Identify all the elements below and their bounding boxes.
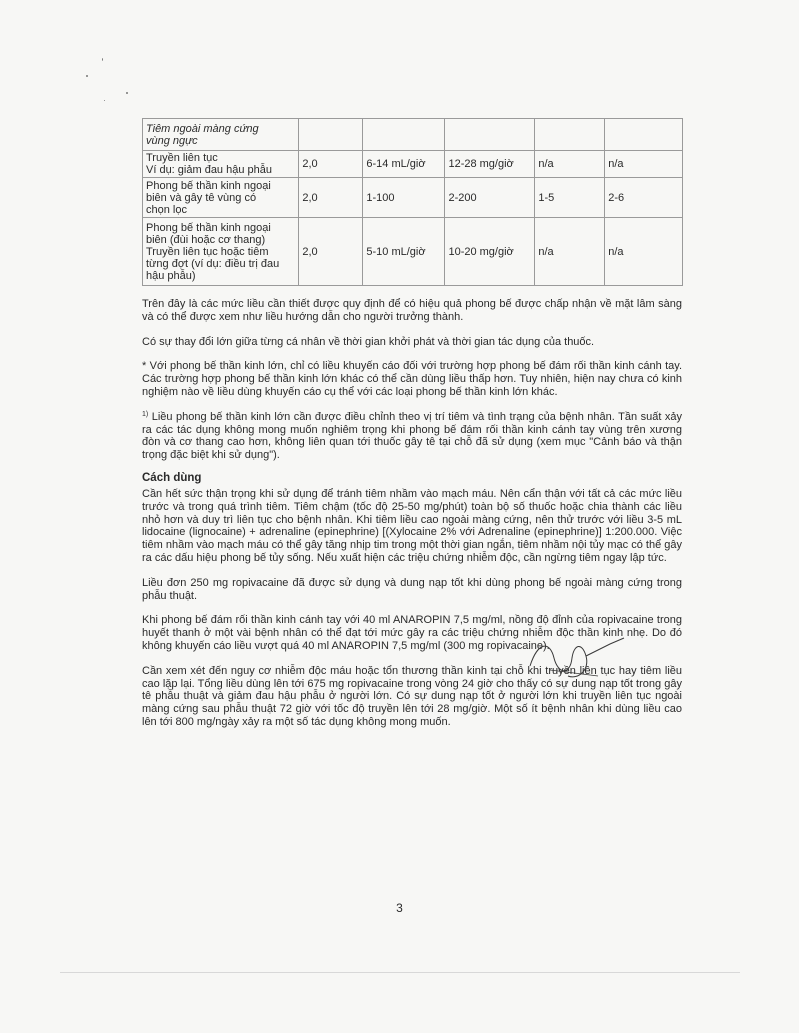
paragraph-variation: Có sự thay đổi lớn giữa từng cá nhân về thời gian khởi phát và thời gian tác dụng của thuốc. xyxy=(142,335,595,348)
footer-rule xyxy=(60,972,740,973)
table-cell-value: n/a xyxy=(535,218,605,286)
table-cell-value: 6-14 mL/giờ xyxy=(363,151,445,178)
table-row xyxy=(143,119,683,151)
indication-line: Truyền liên tục xyxy=(146,152,218,164)
indication-line: biên (đùi hoặc cơ thang) xyxy=(146,233,266,246)
paragraph-footnote xyxy=(142,411,682,462)
table-cell-value: 5-10 mL/giờ xyxy=(363,218,445,286)
table-cell-value xyxy=(363,119,445,151)
indication-line: Truyền liên tục hoặc tiêm xyxy=(146,245,269,258)
table-cell-value: 1-5 xyxy=(535,178,605,218)
table-cell-value: 2-6 xyxy=(605,178,683,218)
indication-line: Ví dụ: giảm đau hậu phẫu xyxy=(146,164,272,176)
indication-line: chọn lọc xyxy=(146,203,187,216)
indication-line: hậu phẫu) xyxy=(146,269,196,282)
page-number: 3 xyxy=(396,901,403,915)
table-cell-indication xyxy=(143,151,299,178)
paragraph-dose-guidance: Trên đây là các mức liều cần thiết được quy định để có hiệu quả phong bế được chấp nhận về mặt lâm sàng và có thể được xem như liều hướng dẫn cho người trưởng thành. xyxy=(142,298,682,323)
table-cell-indication xyxy=(143,218,299,286)
table-cell-indication xyxy=(143,178,299,218)
indication-line: biên và gây tê vùng có xyxy=(146,191,257,204)
paragraph-toxicity-risk: Cần xem xét đến nguy cơ nhiễm độc máu hoặc tổn thương thần kinh tại chỗ khi truyền liên tục hay tiêm liều cao lặp lại. Tổng liều dùng lên tới 675 mg ropivacaine trong vòng 24 giờ cho thấy có sự dung nạp tốt trong gây tê phẫu thuật và giảm đau hậu phẫu ở người lớn. Có sự dung nạp tốt ở người lớn khi truyền liên tục ngoài màng cứng sau phẫu thuật 72 giờ với tốc độ truyền lên tới 28 mg/giờ. Một số ít bệnh nhân khi dùng liều cao lên tới 800 mg/ngày xảy ra một số tác dụng không mong muốn. xyxy=(142,664,682,728)
footnote-text: Liều phong bế thần kinh lớn cần được điều chỉnh theo vị trí tiêm và tình trạng của bệnh nhân. Tần suất xảy ra các tác dụng không mong muốn nghiêm trọng khi phong bế đám rối thần kinh cánh tay vùng trên xương đòn và cơ thang cao hơn, không liên quan tới thuốc gây tê tại chỗ đã sử dụng (xem mục "Cảnh báo và thận trọng đặc biệt khi sử dụng"). xyxy=(142,410,682,462)
handwritten-initials xyxy=(520,636,640,686)
paragraph-brachial-plexus: Khi phong bế đám rối thần kinh cánh tay với 40 ml ANAROPIN 7,5 mg/ml, nồng độ đỉnh của ropivacaine trong huyết thanh ở một vài bệnh nhân có thể đạt tới mức gây ra các triệu chứng nhiễm độc thần kinh nhẹ. Do đó không khuyến cáo liều vượt quá 40 ml ANAROPIN 7,5 mg/ml (300 mg ropivacaine). xyxy=(142,614,682,652)
indication-line: Tiêm ngoài màng cứng xyxy=(146,122,259,135)
table-cell-value xyxy=(535,119,605,151)
table-cell-value xyxy=(445,119,535,151)
table-cell-value: 10-20 mg/giờ xyxy=(445,218,535,286)
footnote-marker: 1) xyxy=(142,410,149,418)
indication-line: Phong bế thần kinh ngoại xyxy=(146,221,271,234)
table-cell-indication xyxy=(143,119,299,151)
table-cell-value: 2,0 xyxy=(299,151,363,178)
indication-line: từng đợt (ví dụ: điều trị đau xyxy=(146,257,280,270)
dosage-table-body xyxy=(143,119,683,286)
table-cell-value: n/a xyxy=(605,151,683,178)
table-cell-value xyxy=(299,119,363,151)
table-cell-value: 12-28 mg/giờ xyxy=(445,151,535,178)
section-heading-administration: Cách dùng xyxy=(142,471,202,484)
dosage-table xyxy=(142,118,683,286)
table-cell-value: 2,0 xyxy=(299,218,363,286)
paragraph-administration: Cần hết sức thận trọng khi sử dụng để tránh tiêm nhầm vào mạch máu. Nên cẩn thận với tất cả các mức liều trước và trong quá trình tiêm. Tiêm chậm (tốc độ 25-50 mg/phút) toàn bộ số thuốc hoặc chia thành các liều nhỏ hơn và duy trì liên tục cho bệnh nhân. Khi tiêm liều cao ngoài màng cứng, nên thử trước với liều 3-5 mL lidocaine (lignocaine) + adrenaline (epinephrine) [(Xylocaine 2% với Adrenaline (epinephrine)] 1:200.000. Việc tiêm nhầm vào mạch máu có thể gây tăng nhịp tim trong một thời gian ngắn, tiêm nhầm nội tủy mạc có thể gây ra các dấu hiệu phong bế tủy sống. Nếu xuất hiện các triệu chứng nhiễm độc, cần ngừng tiêm ngay lập tức. xyxy=(142,487,682,564)
paragraph-single-dose: Liều đơn 250 mg ropivacaine đã được sử dụng và dung nạp tốt khi dùng phong bế ngoài màng cứng trong phẫu thuật. xyxy=(142,576,682,602)
table-row xyxy=(143,178,683,218)
table-cell-value: n/a xyxy=(605,218,683,286)
table-cell-value: 1-100 xyxy=(363,178,445,218)
table-row xyxy=(143,218,683,286)
table-cell-value: n/a xyxy=(535,151,605,178)
table-cell-value xyxy=(605,119,683,151)
table-row xyxy=(143,151,683,178)
indication-line: Phong bế thần kinh ngoại xyxy=(146,179,271,192)
table-cell-value: 2,0 xyxy=(299,178,363,218)
table-cell-value: 2-200 xyxy=(445,178,535,218)
indication-line: vùng ngực xyxy=(146,134,198,147)
paragraph-major-block-note: * Với phong bế thần kinh lớn, chỉ có liều khuyến cáo đối với trường hợp phong bế đám rối thần kinh cánh tay. Các trường hợp phong bế thần kinh lớn khác có thể cần dùng liều thấp hơn. Tuy nhiên, hiện nay chưa có kinh nghiệm nào về liều dùng khuyến cáo cụ thể với các loại phong bế thần kinh lớn khác. xyxy=(142,360,682,398)
